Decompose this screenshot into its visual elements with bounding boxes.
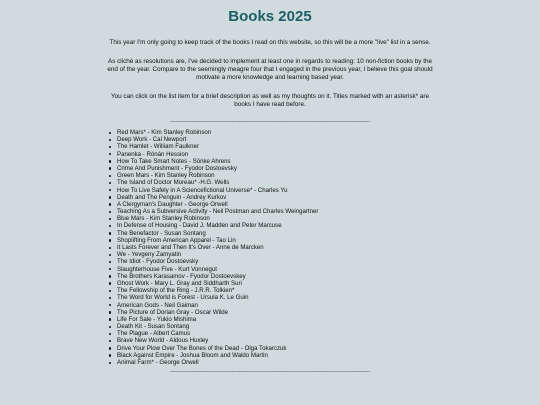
book-title[interactable]: The Brothers Karasamov - Fyodor Dostoevskey bbox=[117, 272, 246, 280]
bullet-icon bbox=[109, 153, 111, 155]
book-title[interactable]: Life For Sale - Yukio Mishima bbox=[117, 315, 197, 323]
book-title[interactable]: Death and The Penguin - Andrey Kurkov bbox=[117, 193, 227, 201]
bullet-icon bbox=[109, 290, 111, 292]
book-list-item[interactable] bbox=[117, 251, 540, 258]
book-list-item[interactable] bbox=[117, 201, 540, 208]
bullet-icon bbox=[109, 146, 111, 148]
book-list-item[interactable] bbox=[117, 294, 540, 301]
book-title[interactable]: Black Against Empire - Joshua Bloom and Waldo Martin bbox=[117, 351, 268, 359]
intro-paragraph-instructions: You can click on the list item for a brief description as well as my thoughts on it. Titles marked with an asterisk* are books I have read before. bbox=[111, 93, 429, 108]
intro-paragraph-resolution: As cliché as resolutions are, I've decided to implement at least one in regards to reading: 10 non-fiction books by the end of the year. Compare to the seemingly meagre four that I engaged in the previous year, I believe this goal should motivate a more knowledge and learning based year. bbox=[107, 58, 433, 81]
bullet-icon bbox=[109, 254, 111, 256]
book-title[interactable]: The Picture of Dorian Gray - Oscar Wilde bbox=[117, 308, 229, 316]
book-list-item[interactable] bbox=[117, 222, 540, 229]
book-title[interactable]: How To Take Smart Notes - Sönke Ahrens bbox=[117, 157, 231, 165]
book-title[interactable]: The Word for World is Forest - Ursula K. Le Guin bbox=[117, 294, 249, 302]
bullet-icon bbox=[109, 362, 111, 364]
divider-top: ------------------------------------------------------------------------------------------------------------------------ bbox=[170, 119, 370, 125]
book-title[interactable]: The Benefactor - Susan Sontang bbox=[117, 229, 206, 237]
book-title[interactable]: Drive Your Plow Over The Bones of the Dead - Olga Tokarczuk bbox=[117, 344, 287, 352]
book-title[interactable]: The Idiot - Fyodor Dostoevsky bbox=[117, 258, 199, 266]
book-list-item[interactable] bbox=[117, 237, 540, 244]
book-title[interactable]: How To Live Safely in A Sciencefictional Universe* - Charles Yu bbox=[117, 186, 288, 194]
bullet-icon bbox=[109, 297, 111, 299]
book-list-item[interactable] bbox=[117, 258, 540, 265]
book-title[interactable]: Teaching As a Subversive Activity - Neil Postman and Charles Weingartner bbox=[117, 208, 319, 216]
book-title[interactable]: A Clergyman's Daughter - George Orwell bbox=[117, 200, 228, 208]
book-list-item[interactable] bbox=[117, 143, 540, 150]
book-title[interactable]: The Fellowship of the Ring - J.R.R. Tolkien* bbox=[117, 287, 235, 295]
bullet-icon bbox=[109, 189, 111, 191]
book-list-item[interactable] bbox=[117, 136, 540, 143]
book-list-item[interactable] bbox=[117, 215, 540, 222]
bullet-icon bbox=[109, 211, 111, 213]
bullet-icon bbox=[109, 160, 111, 162]
intro-paragraph-live-list: This year I'm only going to keep track of the books I read on this website, so this will be a more "live" list in a sense. bbox=[109, 39, 431, 46]
book-title[interactable]: Blue Mars - Kim Stanley Robinson bbox=[117, 215, 210, 223]
book-list-item[interactable] bbox=[117, 337, 540, 344]
book-title[interactable]: Ghost Work - Mary L. Gray and Siddharth Suri bbox=[117, 279, 242, 287]
book-list-item[interactable] bbox=[117, 165, 540, 172]
book-list-item[interactable] bbox=[117, 309, 540, 316]
book-title[interactable]: Crime And Punishment - Fyodor Dostoevsky bbox=[117, 164, 237, 172]
book-title[interactable]: American Gods - Neil Gaiman bbox=[117, 301, 198, 309]
bullet-icon bbox=[109, 275, 111, 277]
book-title[interactable]: Animal Farm* - George Orwell bbox=[117, 359, 199, 366]
bullet-icon bbox=[109, 326, 111, 328]
bullet-icon bbox=[109, 247, 111, 249]
book-list-item[interactable] bbox=[117, 280, 540, 287]
bullet-icon bbox=[109, 239, 111, 241]
book-title[interactable]: Deep Work - Cal Newport bbox=[117, 136, 187, 144]
bullet-icon bbox=[109, 282, 111, 284]
book-list-item[interactable] bbox=[117, 352, 540, 359]
bullet-icon bbox=[109, 139, 111, 141]
book-list-item[interactable] bbox=[117, 230, 540, 237]
book-list-item[interactable] bbox=[117, 330, 540, 337]
book-title[interactable]: Slaughterhouse Five - Kurt Vonnegut bbox=[117, 265, 217, 273]
book-title[interactable]: The Hamlet - William Faulkner bbox=[117, 143, 199, 151]
bullet-icon bbox=[109, 203, 111, 205]
book-list-item[interactable] bbox=[117, 187, 540, 194]
book-list-item[interactable] bbox=[117, 287, 540, 294]
bullet-icon bbox=[109, 225, 111, 227]
bullet-icon bbox=[109, 261, 111, 263]
book-list-item[interactable] bbox=[117, 172, 540, 179]
book-list-item[interactable] bbox=[117, 266, 540, 273]
book-title[interactable]: In Defense of Housing - David J. Madden and Peter Marcuse bbox=[117, 222, 282, 230]
book-list-item[interactable] bbox=[117, 129, 540, 136]
book-title[interactable]: It Lasts Forever and Then It's Over - Anne de Marcken bbox=[117, 244, 264, 251]
bullet-icon bbox=[109, 268, 111, 270]
divider-bottom: ------------------------------------------------------------------------------------------------------------------------ bbox=[170, 369, 370, 376]
book-list-item[interactable] bbox=[117, 273, 540, 280]
book-title[interactable]: Green Mars - Kim Stanley Robinson bbox=[117, 172, 215, 180]
bullet-icon bbox=[109, 311, 111, 313]
book-title[interactable]: Red Mars* - Kim Stanley Robinson bbox=[117, 129, 212, 136]
book-list-item[interactable] bbox=[117, 345, 540, 352]
book-list-item[interactable] bbox=[117, 316, 540, 323]
bullet-icon bbox=[109, 175, 111, 177]
bullet-icon bbox=[109, 132, 111, 134]
book-list-item[interactable] bbox=[117, 158, 540, 165]
bullet-icon bbox=[109, 304, 111, 306]
book-title[interactable]: Panenka - Rónán Hession bbox=[117, 150, 189, 158]
book-title[interactable]: Shoplifting From American Apparel - Tao Lin bbox=[117, 236, 236, 244]
book-title[interactable]: Brave New World - Aldous Huxley bbox=[117, 337, 209, 345]
book-list-item[interactable] bbox=[117, 323, 540, 330]
bullet-icon bbox=[109, 167, 111, 169]
book-title[interactable]: Death Kit - Susan Sontang bbox=[117, 323, 190, 331]
bullet-icon bbox=[109, 340, 111, 342]
page-title: Books 2025 bbox=[228, 8, 312, 25]
book-list-item[interactable] bbox=[117, 208, 540, 215]
book-list-item[interactable] bbox=[117, 151, 540, 158]
bullet-icon bbox=[109, 218, 111, 220]
book-list-item[interactable] bbox=[117, 244, 540, 251]
bullet-icon bbox=[109, 347, 111, 349]
book-list-item[interactable] bbox=[117, 302, 540, 309]
book-title[interactable]: We - Yevgeny Zamyatin bbox=[117, 251, 182, 259]
bullet-icon bbox=[109, 232, 111, 234]
book-list-item[interactable] bbox=[117, 179, 540, 186]
book-title[interactable]: The Plague - Albert Camus bbox=[117, 330, 191, 338]
bullet-icon bbox=[109, 182, 111, 184]
bullet-icon bbox=[109, 318, 111, 320]
bullet-icon bbox=[109, 354, 111, 356]
book-list-item[interactable] bbox=[117, 194, 540, 201]
book-list-item[interactable] bbox=[117, 359, 540, 366]
bullet-icon bbox=[109, 333, 111, 335]
book-title[interactable]: The Island of Doctor Moreau* -H.G. Wells bbox=[117, 179, 230, 187]
book-list bbox=[0, 129, 540, 366]
bullet-icon bbox=[109, 196, 111, 198]
